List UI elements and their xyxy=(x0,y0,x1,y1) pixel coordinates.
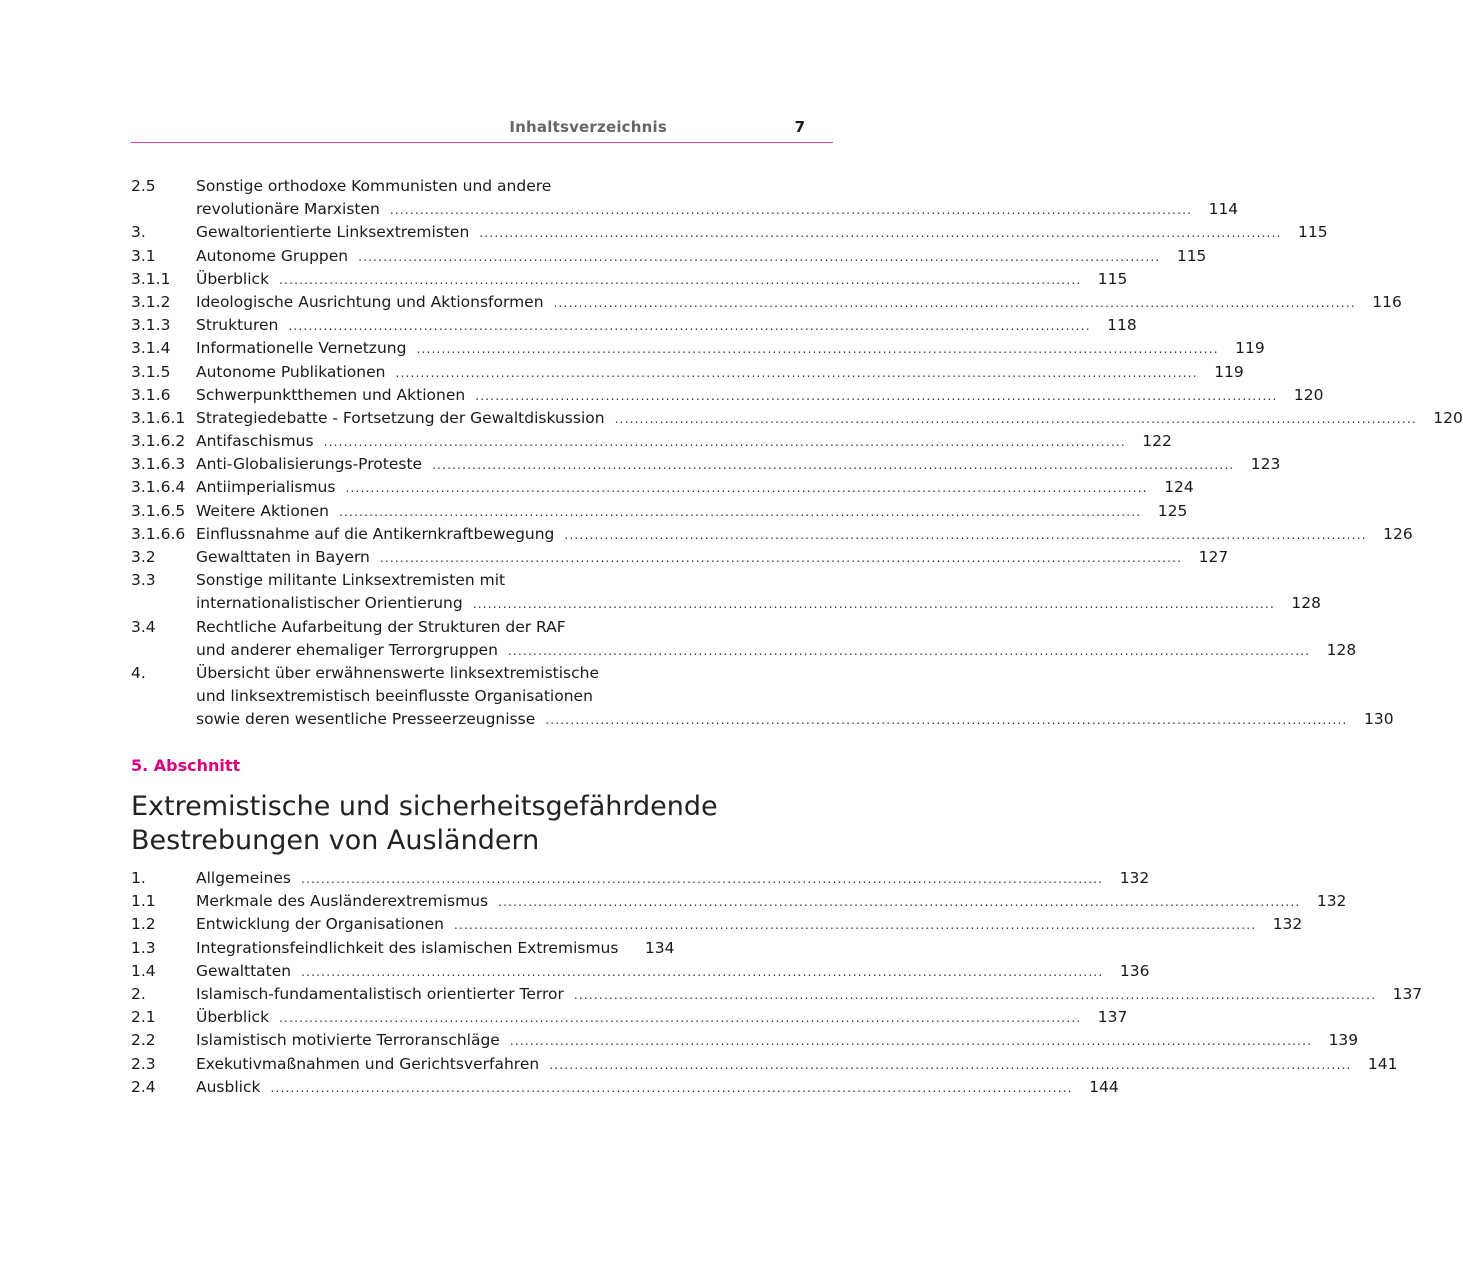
dot-leader: ................................................................................................................................................................ xyxy=(358,249,1161,264)
toc-entry-title: Islamistisch motivierte Terroranschläge xyxy=(196,1031,500,1050)
toc-entry-title: Gewaltorientierte Linksextremisten xyxy=(196,223,470,242)
toc-entry-title: Gewalttaten in Bayern xyxy=(196,548,370,566)
dot-leader: ................................................................................................................................................................ xyxy=(472,597,1276,612)
toc-entry-number: 3.1 xyxy=(131,246,156,265)
toc-entry-title: Exekutivmaßnahmen und Gerichtsverfahren xyxy=(196,1054,540,1073)
toc-entry-number: 3.1.2 xyxy=(131,292,171,311)
dot-leader: ................................................................................................................................................................ xyxy=(509,1034,1313,1049)
toc-entry[interactable] xyxy=(131,361,1244,384)
toc-entry-title: und linksextremistisch beeinflusste Organisationen xyxy=(196,687,593,706)
page-number: 7 xyxy=(794,118,805,136)
toc-entry[interactable] xyxy=(131,890,1347,913)
toc-entry-title: Entwicklung der Organisationen xyxy=(196,915,444,934)
toc-entry[interactable] xyxy=(131,1053,1398,1076)
dot-leader: ................................................................................................................................................................ xyxy=(270,1080,1073,1095)
toc-entry-number: 3.1.6.6 xyxy=(131,524,186,543)
toc-entry-number: 3.1.6.2 xyxy=(131,432,186,451)
toc-entry-number: 4. xyxy=(131,663,146,682)
toc-entry-title: internationalistischer Orientierung xyxy=(196,594,463,613)
toc-entry-page: 132 xyxy=(1119,869,1150,887)
toc-part-2 xyxy=(131,867,1423,1099)
toc-entry[interactable] xyxy=(131,407,1463,430)
toc-entry-page: 120 xyxy=(1433,408,1463,427)
dot-leader: ................................................................................................................................................................ xyxy=(279,272,1082,287)
toc-entry[interactable] xyxy=(131,913,1303,936)
toc-entry-number: 3.2 xyxy=(131,548,156,566)
section-title-line: Bestrebungen von Ausländern xyxy=(131,825,540,856)
toc-entry-page: 134 xyxy=(644,938,675,957)
dot-leader: ................................................................................................................................................................ xyxy=(614,411,1417,426)
dot-leader: ................................................................................................................................................................ xyxy=(279,1011,1082,1026)
toc-entry-page: 132 xyxy=(1316,892,1347,911)
toc-entry-title: Rechtliche Aufarbeitung der Strukturen der RAF xyxy=(196,617,566,636)
dot-leader: ................................................................................................................................................................ xyxy=(475,388,1278,403)
toc-entry-page: 128 xyxy=(1326,640,1357,659)
toc-entry-page: 144 xyxy=(1089,1077,1119,1096)
toc-entry[interactable] xyxy=(131,983,1423,1006)
toc-entry-number: 2.3 xyxy=(131,1054,156,1073)
toc-entry-page: 139 xyxy=(1328,1031,1359,1050)
toc-entry-number: 1.4 xyxy=(131,961,156,980)
toc-entry-page: 141 xyxy=(1367,1054,1398,1073)
toc-entry-number: 1. xyxy=(131,869,146,887)
dot-leader: ................................................................................................................................................................ xyxy=(549,1057,1352,1072)
toc-entry[interactable] xyxy=(131,960,1150,983)
toc-entry-title: Schwerpunktthemen und Aktionen xyxy=(196,385,466,404)
toc-entry-title: und anderer ehemaliger Terrorgruppen xyxy=(196,640,498,659)
dot-leader: ................................................................................................................................................................ xyxy=(395,365,1198,380)
toc-entry-title: Anti-Globalisierungs-Proteste xyxy=(196,455,423,474)
toc-entry-title: sowie deren wesentliche Presseerzeugnisse xyxy=(196,710,536,729)
toc-entry-page: 124 xyxy=(1164,478,1194,497)
toc-entry[interactable] xyxy=(131,384,1324,407)
section-title-line: Extremistische und sicherheitsgefährdende xyxy=(131,791,718,822)
toc-entry-number: 3. xyxy=(131,223,146,242)
toc-entry-title: revolutionäre Marxisten xyxy=(196,200,380,219)
toc-entry-title: Strategiedebatte - Fortsetzung der Gewaltdiskussion xyxy=(196,408,605,427)
toc-entry-number: 2.4 xyxy=(131,1077,156,1096)
toc-entry-number: 3.1.1 xyxy=(131,269,171,288)
toc-entry-title: Integrationsfeindlichkeit des islamischen Extremismus xyxy=(196,938,619,957)
toc-entry-title: Allgemeines xyxy=(196,869,291,887)
page-header xyxy=(131,116,833,143)
dot-leader: ................................................................................................................................................................ xyxy=(564,527,1367,542)
toc-entry-page: 136 xyxy=(1119,961,1150,980)
toc-entry-page: 115 xyxy=(1097,269,1128,288)
toc-entry-title: Autonome Publikationen xyxy=(196,362,386,381)
toc-entry[interactable] xyxy=(131,291,1402,314)
toc-entry-number: 3.1.3 xyxy=(131,316,171,335)
dot-leader: ................................................................................................................................................................ xyxy=(545,713,1348,728)
dot-leader: ................................................................................................................................................................ xyxy=(323,435,1126,450)
toc-entry[interactable] xyxy=(131,1029,1359,1052)
toc-entry-title: Islamisch-fundamentalistisch orientierter Terror xyxy=(196,984,564,1003)
toc-entry[interactable] xyxy=(131,453,1281,476)
toc-entry-number: 1.2 xyxy=(131,915,156,934)
toc-entry-title: Sonstige militante Linksextremisten mit xyxy=(196,571,506,590)
toc-entry[interactable] xyxy=(131,500,1188,523)
toc-entry-page: 120 xyxy=(1293,385,1324,404)
toc-entry-number: 3.1.6.4 xyxy=(131,478,186,497)
section-title xyxy=(131,790,751,858)
toc-entry-page: 126 xyxy=(1383,524,1413,543)
toc-entry-page: 132 xyxy=(1272,915,1303,934)
toc-entry-number: 2. xyxy=(131,984,146,1003)
toc-entry-title: Weitere Aktionen xyxy=(196,501,329,520)
dot-leader: ................................................................................................................................................................ xyxy=(416,342,1219,357)
toc-entry[interactable] xyxy=(131,245,1207,268)
toc-entry[interactable] xyxy=(131,937,675,960)
toc-entry-page: 116 xyxy=(1372,292,1402,311)
toc-entry-title: Antiimperialismus xyxy=(196,478,336,497)
toc-entry-number: 3.1.5 xyxy=(131,362,171,381)
toc-entry-title: Sonstige orthodoxe Kommunisten und andere xyxy=(196,177,552,195)
toc-entry-title: Ausblick xyxy=(196,1077,261,1096)
toc-entry-page: 125 xyxy=(1157,501,1188,520)
toc-entry-title: Einflussnahme auf die Antikernkraftbewegung xyxy=(196,524,555,543)
running-title: Inhaltsverzeichnis xyxy=(509,118,667,136)
toc-entry-number: 3.1.6.1 xyxy=(131,408,186,427)
toc-entry-page: 122 xyxy=(1142,432,1172,451)
toc-entry-number: 1.3 xyxy=(131,938,156,957)
toc-entry-number: 3.1.6 xyxy=(131,385,171,404)
toc-entry[interactable] xyxy=(131,337,1265,360)
toc-entry[interactable] xyxy=(131,268,1128,291)
toc-entry-number: 3.1.4 xyxy=(131,339,171,358)
toc-entry-page: 119 xyxy=(1214,362,1244,381)
toc-entry[interactable] xyxy=(131,569,1322,615)
toc-entry-number: 1.1 xyxy=(131,892,156,911)
toc-entry-page: 127 xyxy=(1198,548,1229,566)
toc-entry-number: 3.1.6.3 xyxy=(131,455,186,474)
dot-leader: ................................................................................................................................................................ xyxy=(453,918,1257,933)
dot-leader: ................................................................................................................................................................ xyxy=(345,481,1148,496)
dot-leader: ................................................................................................................................................................ xyxy=(379,551,1183,565)
dot-leader: ................................................................................................................................................................ xyxy=(507,643,1311,658)
dot-leader: ................................................................................................................................................................ xyxy=(288,319,1091,334)
toc-entry-page: 123 xyxy=(1250,455,1281,474)
toc-entry-page: 114 xyxy=(1208,200,1239,219)
dot-leader: ................................................................................................................................................................ xyxy=(301,964,1104,979)
toc-entry[interactable] xyxy=(131,662,1394,732)
toc-entry[interactable] xyxy=(131,175,1239,221)
dot-leader: ................................................................................................................................................................ xyxy=(479,226,1282,241)
dot-leader: ................................................................................................................................................................ xyxy=(432,458,1235,473)
toc-entry-title: Überblick xyxy=(196,1008,270,1027)
toc-part-1 xyxy=(131,175,1463,732)
toc-entry[interactable] xyxy=(131,867,1150,890)
toc-entry-title: Gewalttaten xyxy=(196,961,292,980)
toc-entry[interactable] xyxy=(131,430,1172,453)
toc-entry-number: 2.2 xyxy=(131,1031,156,1050)
dot-leader: ................................................................................................................................................................ xyxy=(573,987,1377,1002)
toc-entry-title: Autonome Gruppen xyxy=(196,246,349,265)
toc-entry-page: 119 xyxy=(1235,339,1265,358)
section-label: 5. Abschnitt xyxy=(131,756,241,775)
toc-entry-number: 2.5 xyxy=(131,177,156,195)
dot-leader: ................................................................................................................................................................ xyxy=(553,295,1356,310)
toc-entry-title: Ideologische Ausrichtung und Aktionsformen xyxy=(196,292,544,311)
toc-entry[interactable] xyxy=(131,1006,1128,1029)
toc-entry-page: 128 xyxy=(1291,594,1322,613)
toc-entry-page: 130 xyxy=(1363,710,1394,729)
toc-entry[interactable] xyxy=(131,1076,1119,1099)
toc-entry[interactable] xyxy=(131,523,1413,546)
dot-leader: ................................................................................................................................................................ xyxy=(498,895,1301,910)
toc-entry[interactable] xyxy=(131,546,1229,569)
toc-entry-number: 2.1 xyxy=(131,1008,156,1027)
toc-entry-page: 137 xyxy=(1097,1008,1128,1027)
toc-entry-page: 137 xyxy=(1392,984,1423,1003)
toc-entry[interactable] xyxy=(131,314,1137,337)
toc-entry-number: 3.4 xyxy=(131,617,156,636)
toc-entry-title: Informationelle Vernetzung xyxy=(196,339,407,358)
dot-leader: ................................................................................................................................................................ xyxy=(339,504,1142,519)
toc-entry-page: 118 xyxy=(1107,316,1137,335)
toc-entry-page: 115 xyxy=(1176,246,1207,265)
dot-leader: ................................................................................................................................................................ xyxy=(300,872,1104,886)
dot-leader: ................................................................................................................................................................ xyxy=(389,203,1193,218)
toc-entry[interactable] xyxy=(131,616,1357,662)
toc-entry-page: 115 xyxy=(1298,223,1328,242)
toc-entry-title: Antifaschismus xyxy=(196,432,314,451)
toc-entry[interactable] xyxy=(131,476,1194,499)
toc-entry-number: 3.3 xyxy=(131,571,156,590)
toc-entry-title: Strukturen xyxy=(196,316,279,335)
toc-entry[interactable] xyxy=(131,221,1328,244)
toc-entry-title: Merkmale des Ausländerextremismus xyxy=(196,892,489,911)
toc-entry-number: 3.1.6.5 xyxy=(131,501,186,520)
toc-entry-title: Übersicht über erwähnenswerte linksextremistische xyxy=(196,663,600,682)
toc-entry-title: Überblick xyxy=(196,269,270,288)
